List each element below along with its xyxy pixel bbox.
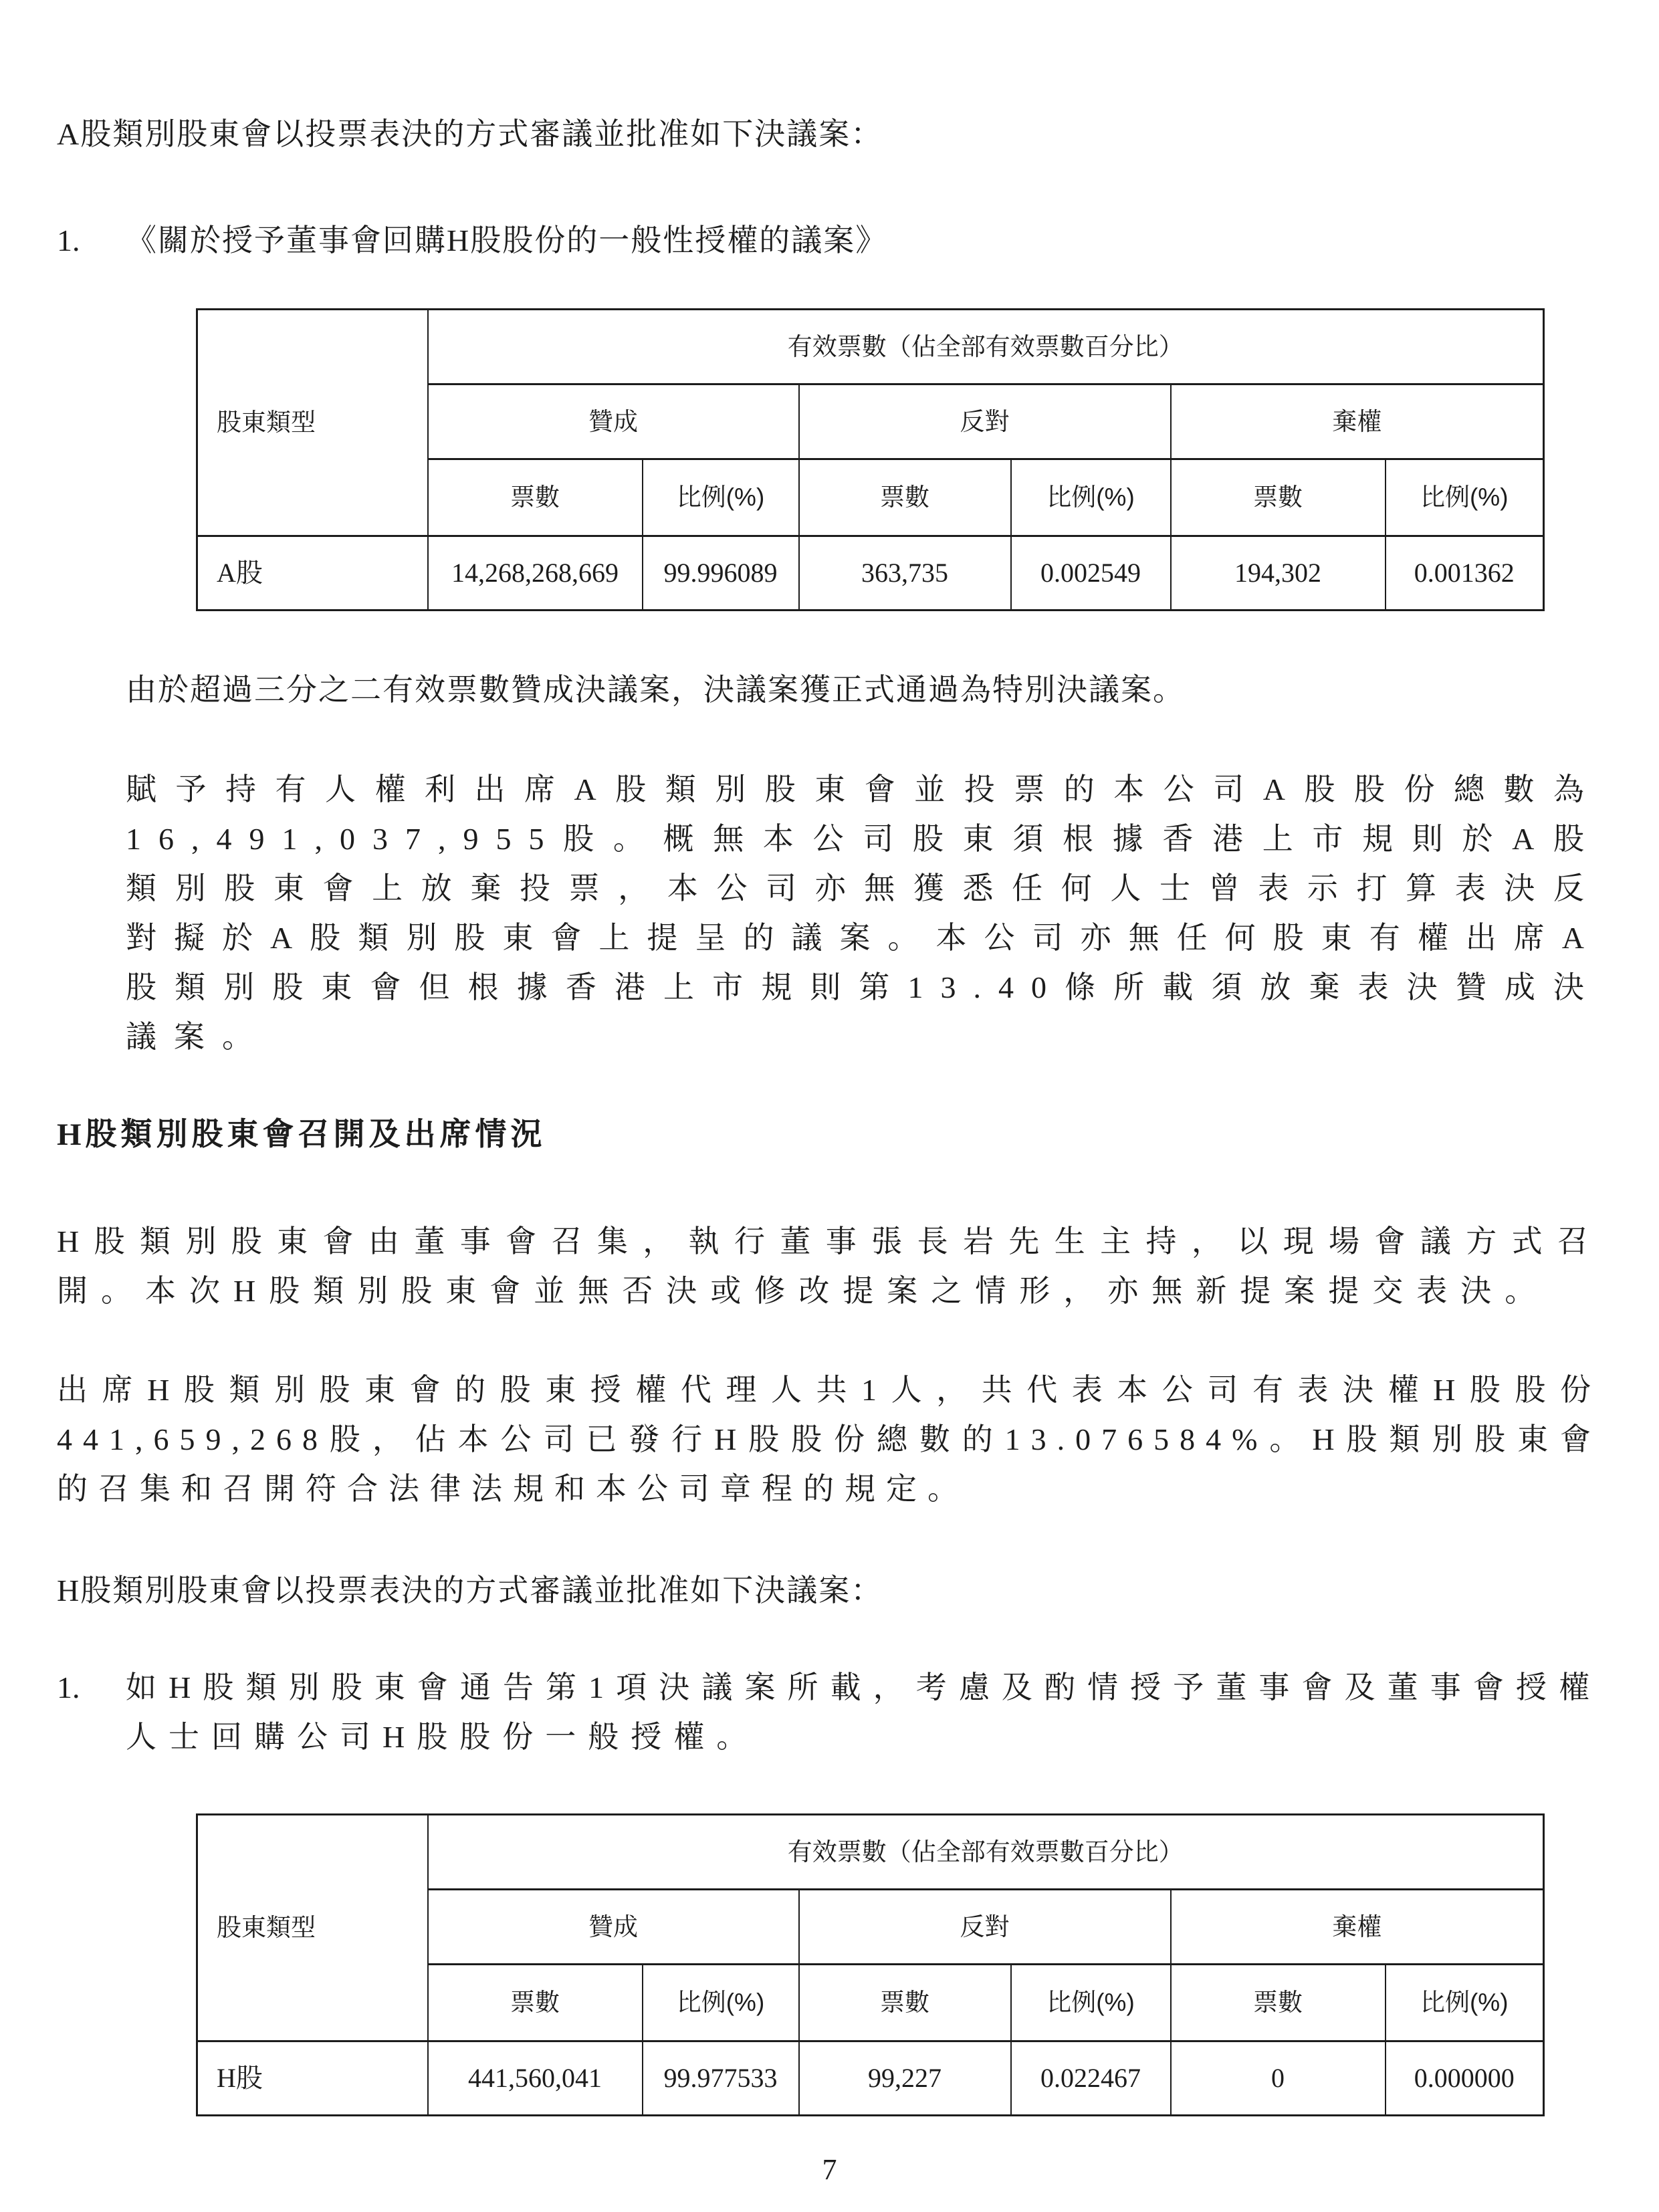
cell-abstain-ratio: 0.000000	[1386, 2041, 1544, 2116]
header-abstain-ratio: 比例(%)	[1386, 459, 1544, 536]
document-content	[0, 110, 1659, 2116]
header-for: 贊成	[428, 1890, 799, 1965]
header-shareholder-type: 股東類型	[197, 1815, 428, 2041]
a-share-intro-paragraph: A股類別股東會以投票表決的方式審議並批准如下決議案：	[57, 117, 883, 151]
header-abstain-ratio: 比例(%)	[1386, 1965, 1544, 2041]
page-number: 7	[822, 2153, 837, 2186]
cell-for-ratio: 99.977533	[643, 2041, 799, 2116]
header-abstain: 棄權	[1171, 1890, 1544, 1965]
header-against: 反對	[799, 384, 1171, 459]
header-for-votes: 票數	[428, 459, 643, 536]
header-abstain-votes: 票數	[1171, 1965, 1386, 2041]
cell-for-ratio: 99.996089	[643, 536, 799, 611]
header-against-ratio: 比例(%)	[1011, 1965, 1171, 2041]
header-shareholder-type: 股東類型	[197, 310, 428, 536]
cell-for-votes: 14,268,268,669	[428, 536, 643, 611]
cell-shareholder-class: H股	[197, 2041, 428, 2116]
header-valid-votes: 有效票數（佔全部有效票數百分比）	[428, 1815, 1544, 1890]
cell-against-votes: 99,227	[799, 2041, 1011, 2116]
table-row	[197, 310, 1544, 384]
h-share-resolution-number: 1.	[57, 1670, 80, 1704]
cell-against-votes: 363,735	[799, 536, 1011, 611]
cell-against-ratio: 0.022467	[1011, 2041, 1171, 2116]
header-valid-votes: 有效票數（佔全部有效票數百分比）	[428, 310, 1544, 384]
a-share-resolution-item	[57, 216, 1601, 265]
header-abstain-votes: 票數	[1171, 459, 1386, 536]
a-share-pass-paragraph: 由於超過三分之二有效票數贊成決議案，決議案獲正式通過為特別決議案。	[126, 673, 1185, 707]
a-share-detail-paragraph: 賦予持有人權利出席A股類別股東會並投票的本公司A股股份總數為16,491,037,955股。概無本公司股東須根據香港上市規則於A股類別股東會上放棄投票，本公司亦無獲悉任何人士曾表示打算表決反對擬於A股類別股東會上提呈的議案。本公司亦無任何股東有權出席A股類別股東會但根據香港上市規則第13.40條所載須放棄表決贊成決議案。	[126, 772, 1601, 1054]
header-against: 反對	[799, 1890, 1171, 1965]
h-share-section-heading: H股類別股東會召開及出席情況	[57, 1117, 546, 1152]
h-share-attendance-paragraph: 出席H股類別股東會的股東授權代理人共1人，共代表本公司有表決權H股股份441,659,268股，佔本公司已發行H股股份總數的13.076584%。H股類別股東會的召集和召開符合法律法規和本公司章程的規定。	[57, 1373, 1601, 1506]
header-for-ratio: 比例(%)	[643, 459, 799, 536]
h-share-vote-table	[196, 1813, 1545, 2116]
a-share-resolution-number: 1.	[57, 223, 80, 257]
cell-abstain-ratio: 0.001362	[1386, 536, 1544, 611]
header-against-votes: 票數	[799, 459, 1011, 536]
h-share-resolution-text: 如H股類別股東會通告第1項決議案所載，考慮及酌情授予董事會及董事會授權人士回購公司H股股份一般授權。	[126, 1670, 1601, 1754]
h-share-resolution-item	[57, 1663, 1601, 1762]
header-against-ratio: 比例(%)	[1011, 459, 1171, 536]
h-share-intro-paragraph: H股類別股東會以投票表決的方式審議並批准如下決議案：	[57, 1573, 883, 1608]
cell-abstain-votes: 194,302	[1171, 536, 1386, 611]
table-row	[197, 2041, 1544, 2116]
cell-shareholder-class: A股	[197, 536, 428, 611]
h-share-convene-paragraph: H股類別股東會由董事會召集，執行董事張長岩先生主持，以現場會議方式召開。本次H股類別股東會並無否決或修改提案之情形，亦無新提案提交表決。	[57, 1224, 1601, 1308]
header-against-votes: 票數	[799, 1965, 1011, 2041]
cell-abstain-votes: 0	[1171, 2041, 1386, 2116]
header-for: 贊成	[428, 384, 799, 459]
cell-against-ratio: 0.002549	[1011, 536, 1171, 611]
a-share-vote-table	[196, 308, 1545, 611]
table-row	[197, 1815, 1544, 1890]
a-share-resolution-title: 《關於授予董事會回購H股股份的一般性授權的議案》	[126, 223, 888, 257]
table-row	[197, 536, 1544, 611]
header-for-votes: 票數	[428, 1965, 643, 2041]
header-for-ratio: 比例(%)	[643, 1965, 799, 2041]
cell-for-votes: 441,560,041	[428, 2041, 643, 2116]
header-abstain: 棄權	[1171, 384, 1544, 459]
